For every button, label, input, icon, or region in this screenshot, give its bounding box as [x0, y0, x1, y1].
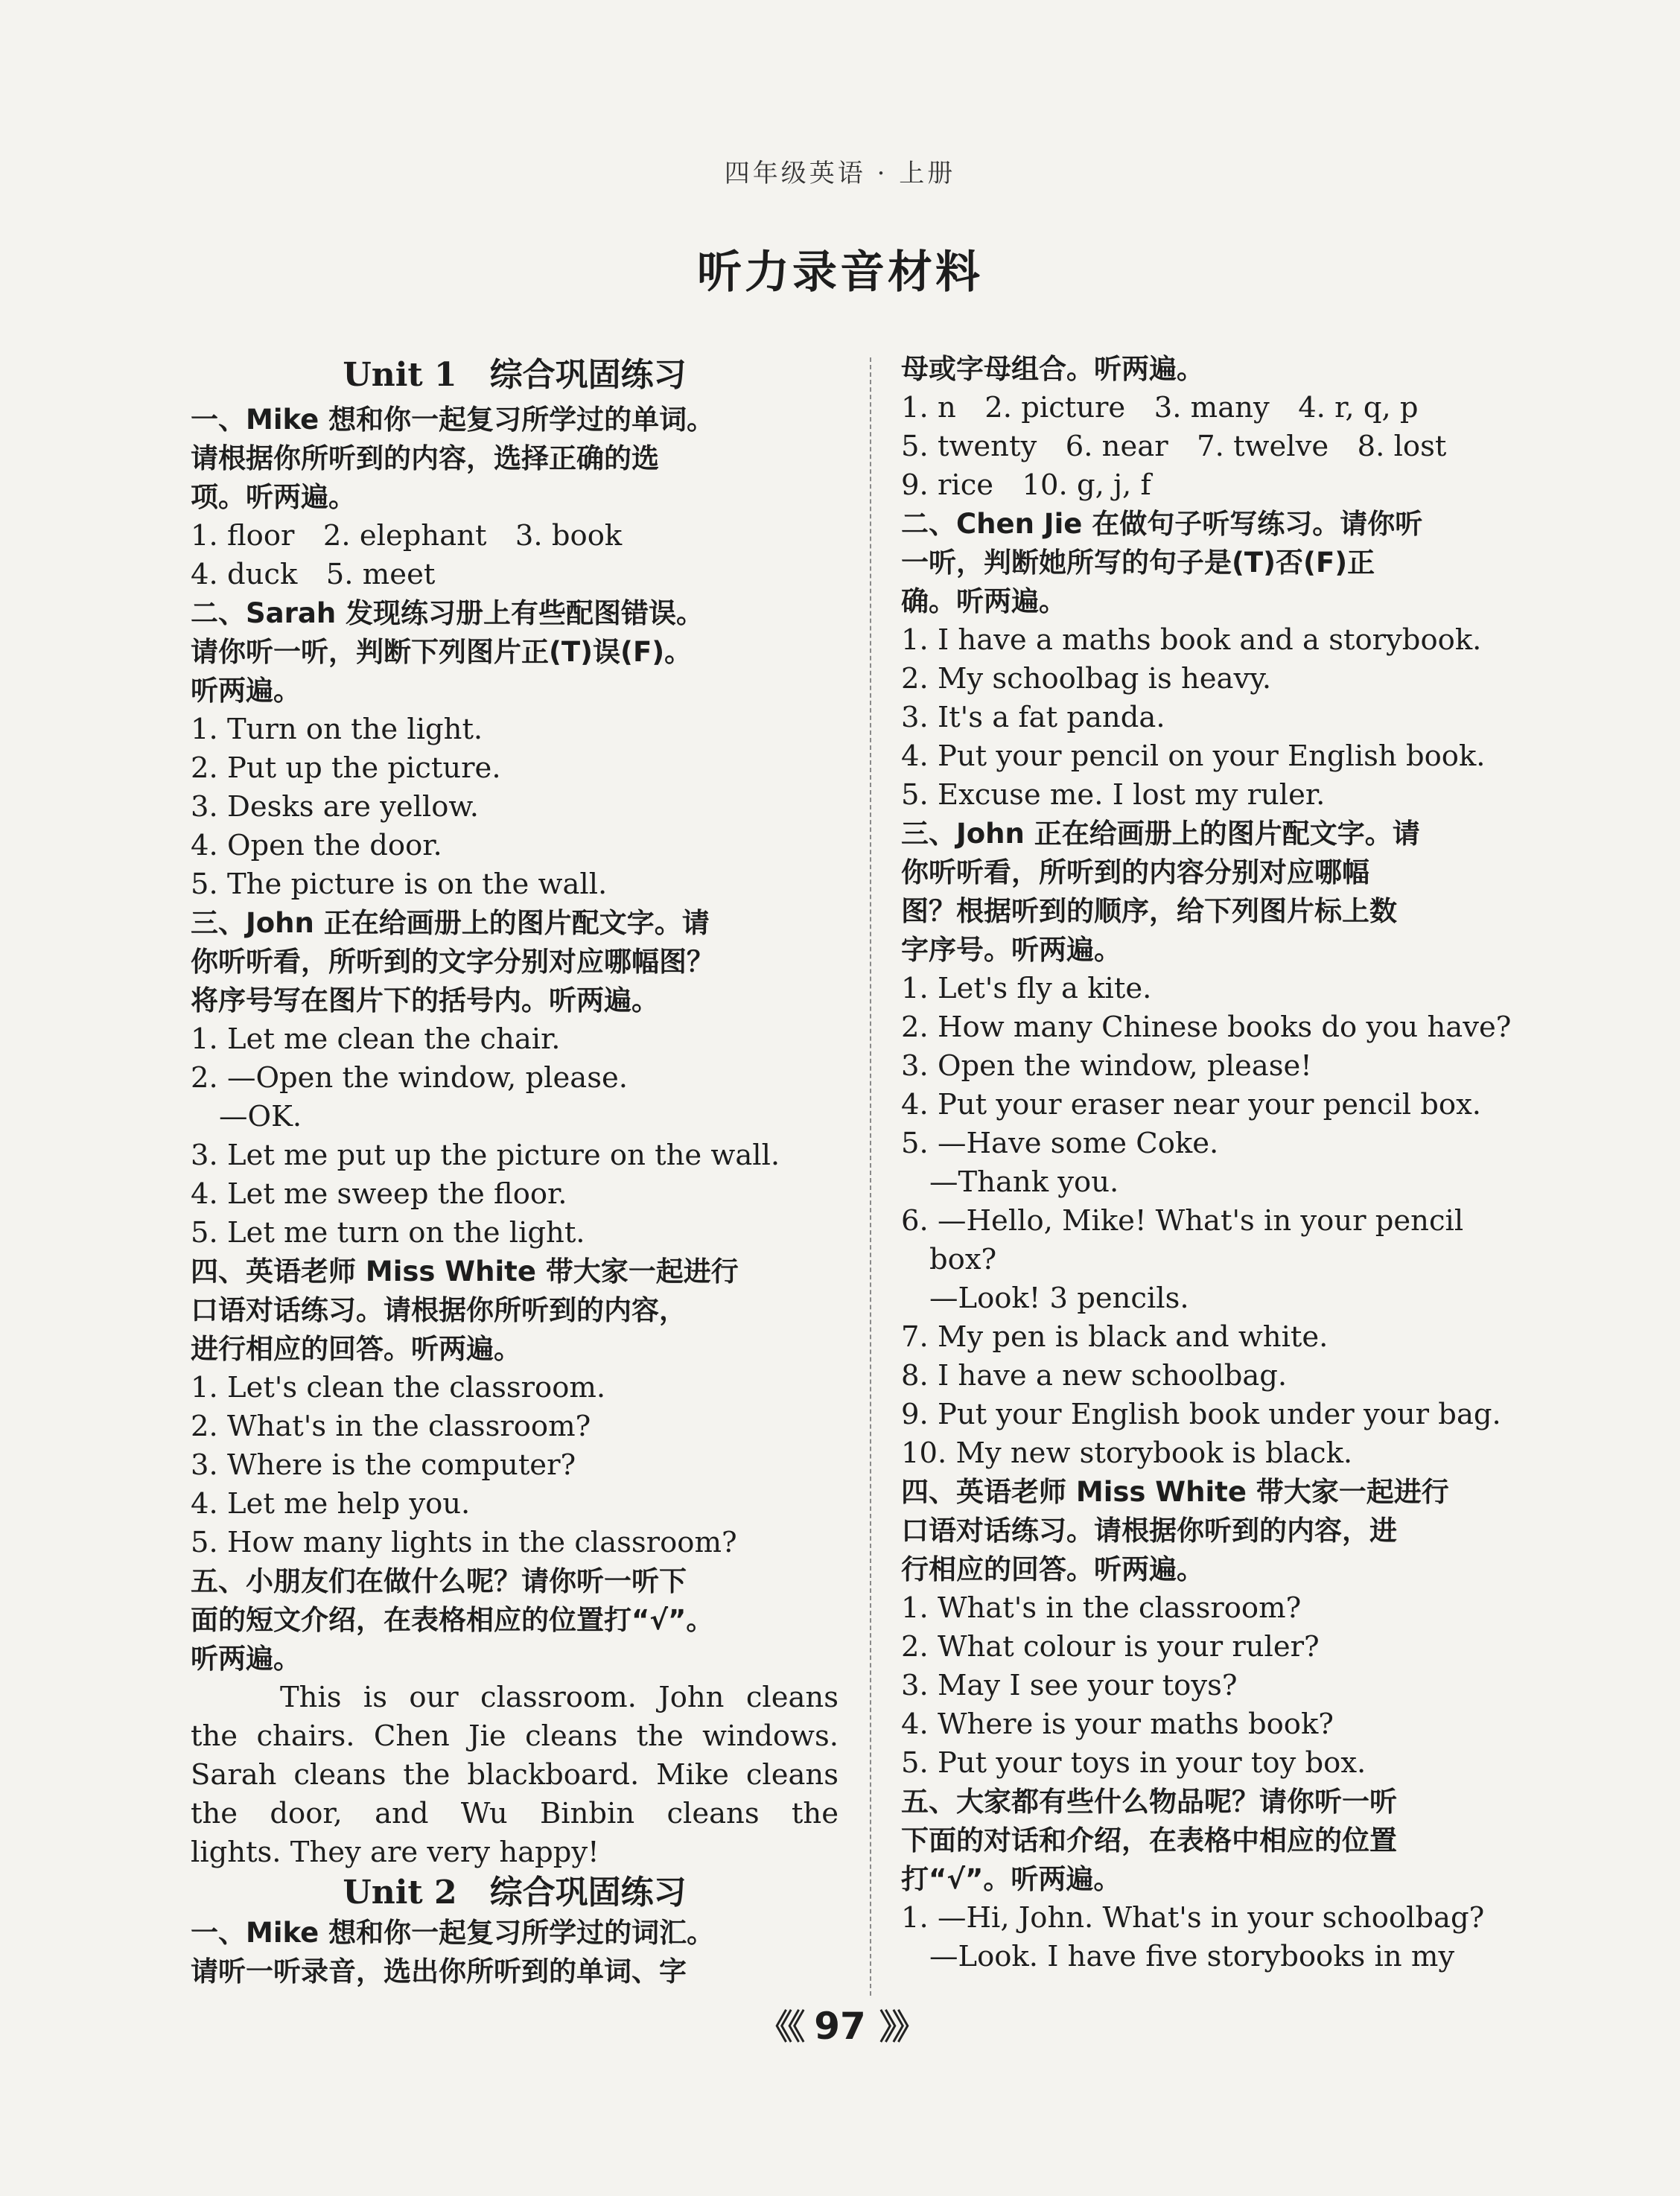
answer-line: 3. Desks are yellow.	[191, 790, 480, 824]
question-line: 将序号写在图片下的括号内。听两遍。	[191, 984, 659, 1016]
answer-line: 3. Where is the computer?	[191, 1448, 576, 1482]
question-line: 三、John 正在给画册上的图片配文字。请	[191, 907, 710, 939]
answer-line: 9. rice 10. g, j, f	[901, 468, 1151, 502]
answer-line: 1. Let's clean the classroom.	[191, 1371, 606, 1404]
question-line: 五、小朋友们在做什么呢？请你听一听下	[191, 1565, 687, 1597]
question-line: 二、Chen Jie 在做句子听写练习。请你听	[901, 508, 1423, 540]
question-line: 请听一听录音，选出你所听到的单词、字	[191, 1955, 687, 1987]
question-line: 三、John 正在给画册上的图片配文字。请	[901, 818, 1420, 850]
question-line: 进行相应的回答。听两遍。	[191, 1333, 521, 1365]
question-line: 你听听看，所听到的内容分别对应哪幅	[901, 856, 1369, 888]
passage-line: This is our classroom. John cleans	[280, 1681, 839, 1714]
answer-line: 6. —Hello, Mike! What's in your pencil	[901, 1204, 1464, 1238]
answer-line: 4. Where is your maths book?	[901, 1708, 1334, 1741]
passage-line: the chairs. Chen Jie cleans the windows.	[191, 1719, 839, 1753]
answer-line: 1. —Hi, John. What's in your schoolbag?	[901, 1901, 1485, 1935]
question-line: 打“√”。听两遍。	[901, 1863, 1121, 1895]
question-line: 母或字母组合。听两遍。	[901, 353, 1204, 385]
answer-line: 1. Let's fly a kite.	[901, 972, 1152, 1005]
page-number	[0, 2000, 1680, 2049]
answer-line: 4. Put your pencil on your English book.	[901, 739, 1486, 773]
answer-line: box?	[929, 1243, 997, 1276]
question-line: 图？根据听到的顺序，给下列图片标上数	[901, 895, 1397, 927]
passage-line: the door, and Wu Binbin cleans the	[191, 1797, 839, 1830]
answer-line: 2. —Open the window, please.	[191, 1061, 629, 1095]
question-line: 请根据你所听到的内容，选择正确的选	[191, 442, 659, 474]
left-column	[191, 350, 839, 1991]
answer-line: 2. What's in the classroom?	[191, 1410, 591, 1443]
answer-line: 1. What's in the classroom?	[901, 1591, 1302, 1625]
question-line: 项。听两遍。	[191, 481, 356, 513]
page-number-value: 97	[814, 2005, 866, 2048]
answer-line: 4. Put your eraser near your pencil box.	[901, 1088, 1482, 1121]
unit1-heading: Unit 1 综合巩固练习	[343, 356, 687, 394]
question-line: 确。听两遍。	[901, 585, 1066, 617]
question-line: 一、Mike 想和你一起复习所学过的单词。	[191, 404, 715, 436]
answer-line: 8. I have a new schoolbag.	[901, 1359, 1288, 1393]
question-line: 听两遍。	[191, 1643, 301, 1675]
answer-line: 7. My pen is black and white.	[901, 1320, 1329, 1354]
answer-line: 2. My schoolbag is heavy.	[901, 662, 1272, 696]
page-mark-left: 《《	[758, 2007, 801, 2047]
question-line: 下面的对话和介绍，在表格中相应的位置	[901, 1824, 1397, 1856]
answer-line: 3. May I see your toys?	[901, 1669, 1238, 1702]
answer-line: 5. twenty 6. near 7. twelve 8. lost	[901, 430, 1447, 463]
answer-line: 10. My new storybook is black.	[901, 1436, 1353, 1470]
answer-line: 3. It's a fat panda.	[901, 701, 1165, 734]
question-line: 二、Sarah 发现练习册上有些配图错误。	[191, 597, 704, 629]
answer-line: 1. Turn on the light.	[191, 713, 483, 746]
answer-line: 5. How many lights in the classroom?	[191, 1526, 737, 1559]
answer-line: 2. What colour is your ruler?	[901, 1630, 1320, 1664]
answer-line: —Thank you.	[929, 1165, 1119, 1199]
passage-line: Sarah cleans the blackboard. Mike cleans	[191, 1758, 839, 1792]
question-line: 五、大家都有些什么物品呢？请你听一听	[901, 1786, 1397, 1818]
question-line: 一听，判断她所写的句子是(T)否(F)正	[901, 547, 1375, 579]
answer-line: 5. The picture is on the wall.	[191, 868, 608, 901]
question-line: 四、英语老师 Miss White 带大家一起进行	[191, 1255, 739, 1288]
answer-line: 3. Let me put up the picture on the wall.	[191, 1139, 780, 1172]
question-line: 面的短文介绍，在表格相应的位置打“√”。	[191, 1604, 714, 1636]
passage-line: lights. They are very happy!	[191, 1836, 599, 1869]
question-line: 字序号。听两遍。	[901, 934, 1121, 966]
answer-line: 1. n 2. picture 3. many 4. r, q, p	[901, 391, 1419, 424]
answer-line: 4. Let me sweep the floor.	[191, 1177, 567, 1211]
answer-line: 3. Open the window, please!	[901, 1049, 1312, 1083]
question-line: 行相应的回答。听两遍。	[901, 1553, 1204, 1585]
question-line: 一、Mike 想和你一起复习所学过的词汇。	[191, 1917, 715, 1949]
answer-line: 5. Let me turn on the light.	[191, 1216, 585, 1250]
answer-line: —Look. I have five storybooks in my	[929, 1940, 1455, 1973]
answer-line: —OK.	[219, 1100, 302, 1133]
page-title: 听力录音材料	[697, 246, 983, 299]
answer-line: 2. Put up the picture.	[191, 751, 501, 785]
question-line: 四、英语老师 Miss White 带大家一起进行	[901, 1476, 1449, 1508]
right-column	[901, 350, 1556, 1976]
answer-line: 1. I have a maths book and a storybook.	[901, 623, 1482, 657]
answer-line: 1. floor 2. elephant 3. book	[191, 519, 623, 553]
answer-line: 5. —Have some Coke.	[901, 1127, 1219, 1160]
answer-line: 1. Let me clean the chair.	[191, 1022, 561, 1056]
answer-line: —Look! 3 pencils.	[929, 1282, 1189, 1315]
question-line: 请你听一听，判断下列图片正(T)误(F)。	[191, 636, 693, 668]
page-header: 四年级英语 · 上册	[724, 159, 956, 188]
question-line: 你听听看，所听到的文字分别对应哪幅图？	[191, 946, 714, 978]
answer-line: 4. Let me help you.	[191, 1487, 471, 1521]
question-line: 口语对话练习。请根据你听到的内容，进	[901, 1515, 1397, 1547]
answer-line: 5. Excuse me. I lost my ruler.	[901, 778, 1326, 812]
column-divider	[870, 357, 871, 1996]
question-line: 听两遍。	[191, 675, 301, 707]
answer-line: 9. Put your English book under your bag.	[901, 1398, 1501, 1431]
answer-line: 5. Put your toys in your toy box.	[901, 1746, 1366, 1780]
answer-line: 2. How many Chinese books do you have?	[901, 1011, 1512, 1044]
page-mark-right: 》》	[879, 2007, 922, 2047]
unit2-heading: Unit 2 综合巩固练习	[343, 1874, 687, 1912]
question-line: 口语对话练习。请根据你所听到的内容，	[191, 1294, 687, 1326]
answer-line: 4. Open the door.	[191, 829, 442, 862]
answer-line: 4. duck 5. meet	[191, 558, 436, 591]
